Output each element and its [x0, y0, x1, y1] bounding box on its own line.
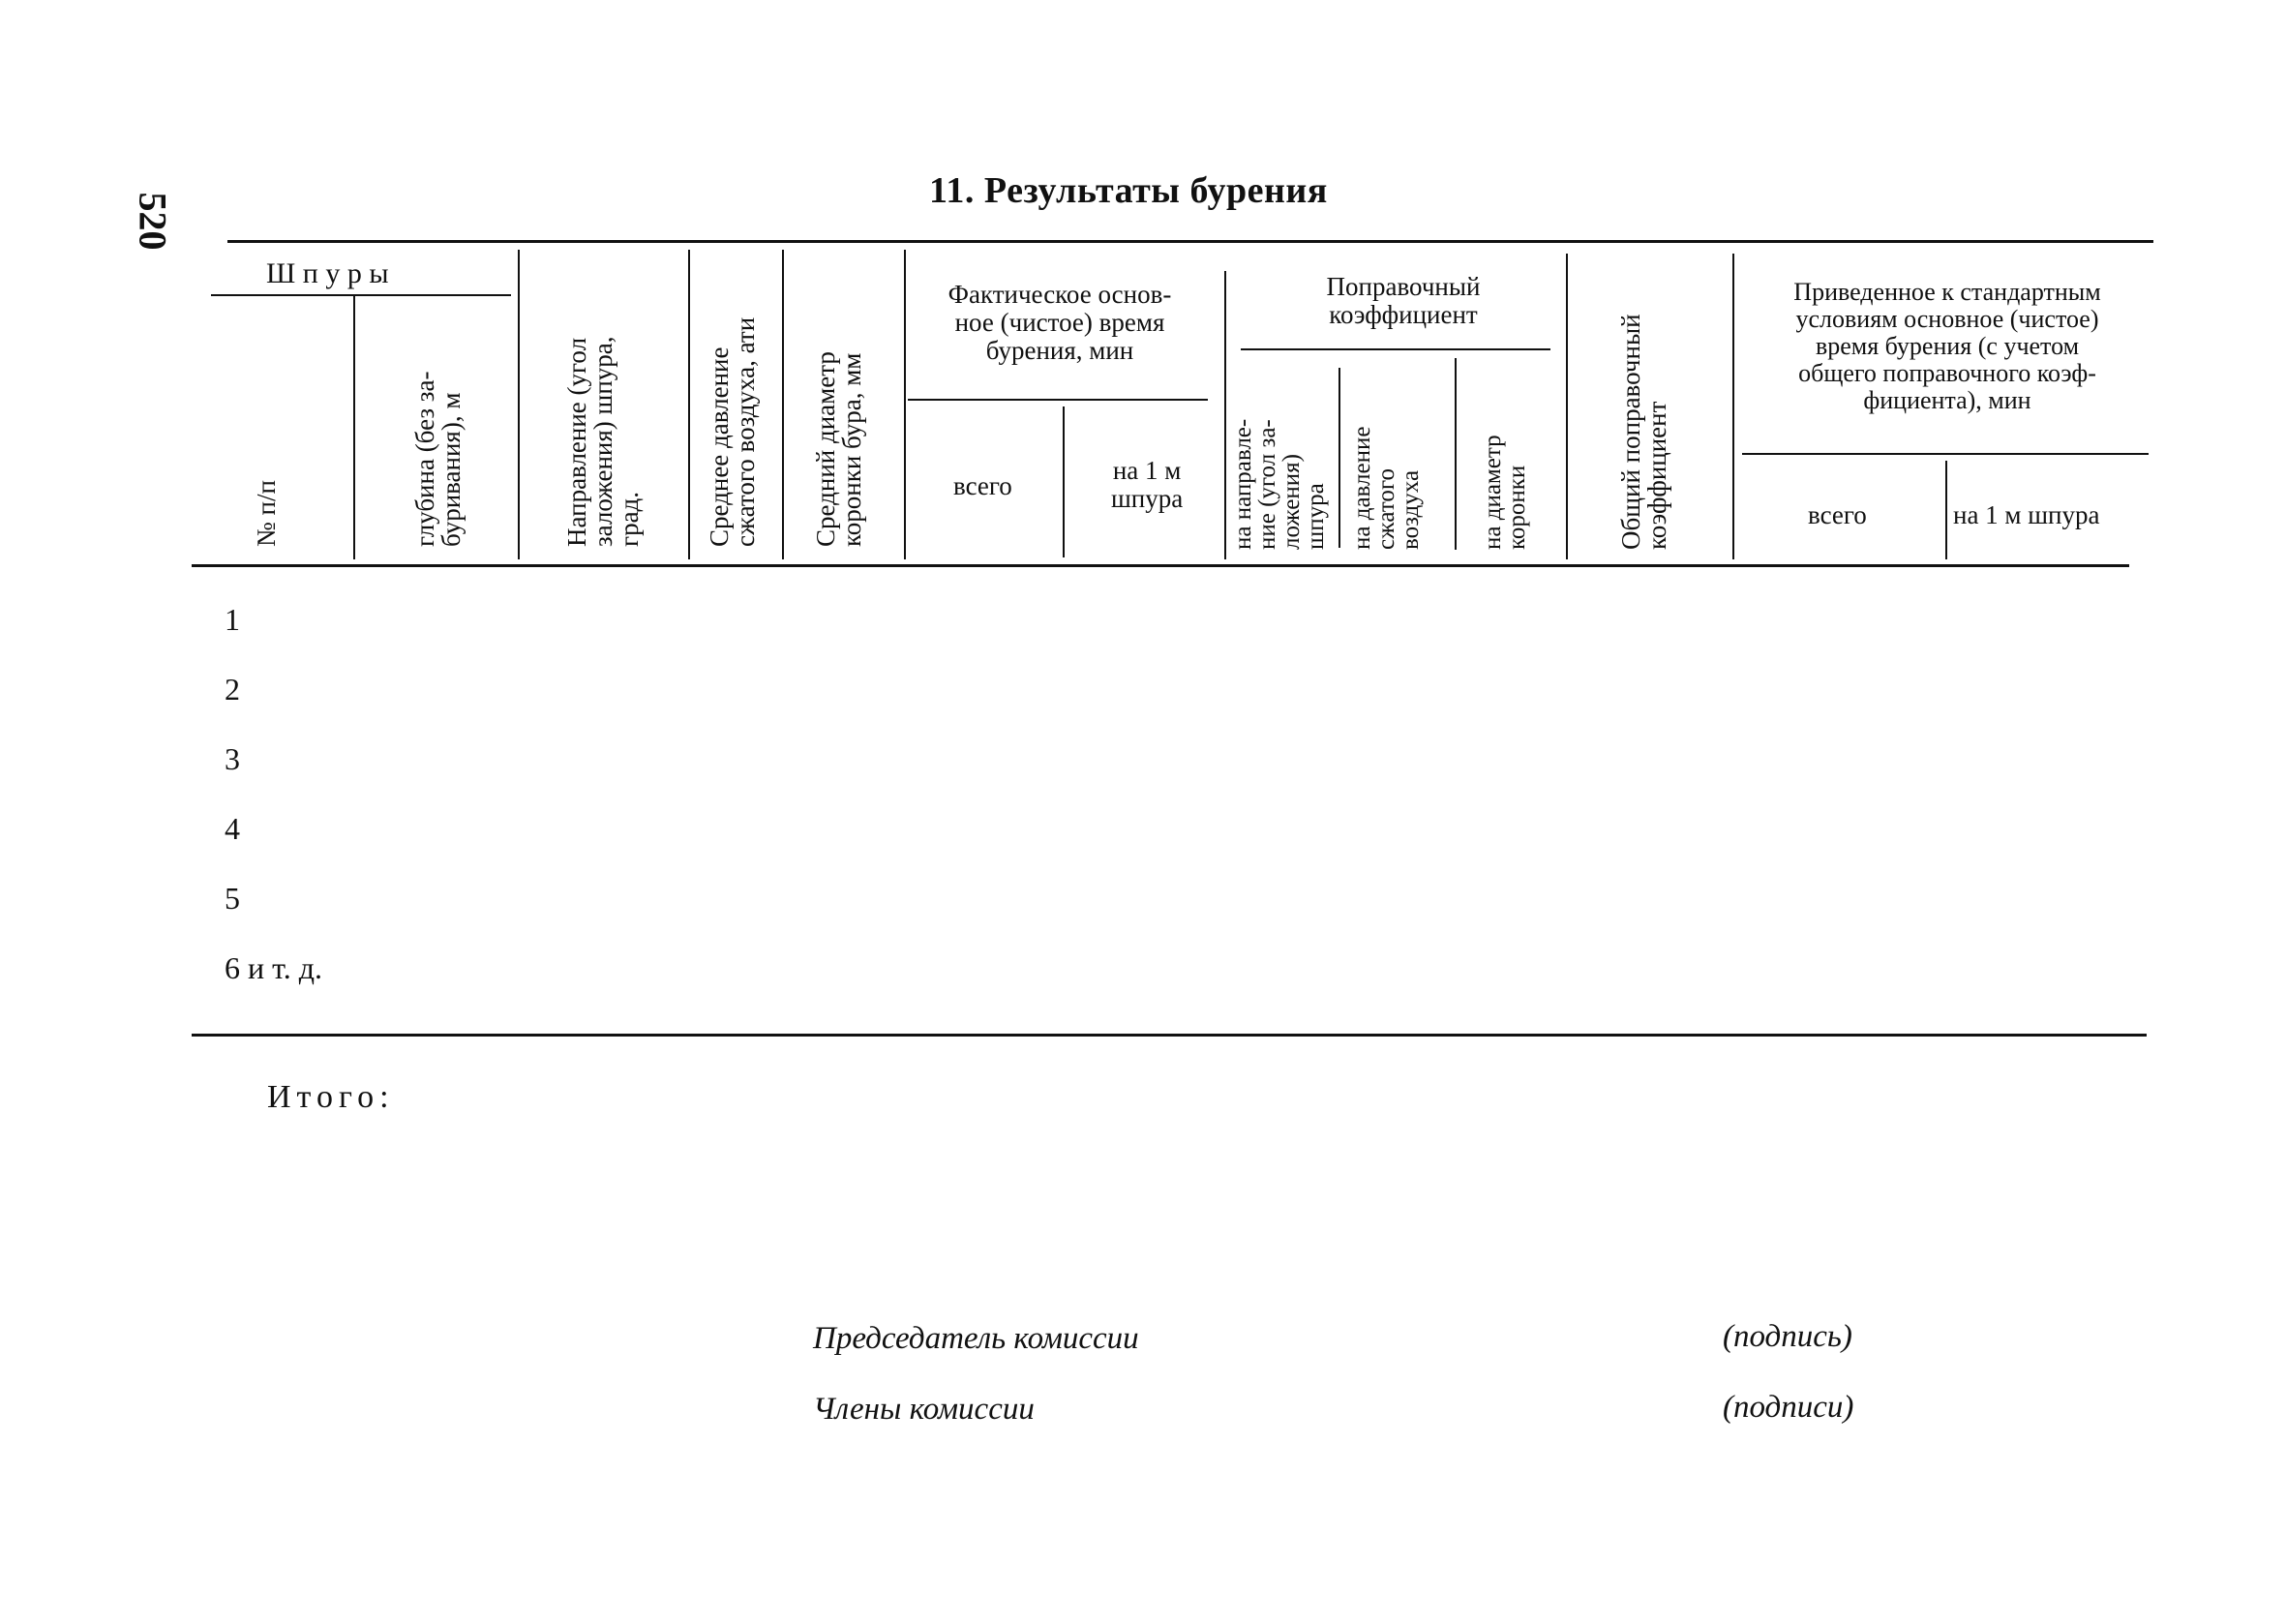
shpury-underline [211, 294, 511, 296]
reduced-per-m-label: на 1 м шпура [1953, 500, 2100, 529]
coef-diameter-header: на диаметр коронки [1480, 435, 1530, 550]
coef-subdivider-1 [1339, 368, 1340, 548]
divider-7 [1732, 254, 1734, 559]
chairman-signature-note: (подпись) [1723, 1319, 1852, 1354]
coef-subdivider-2 [1455, 358, 1457, 550]
table-row-4: 4 [225, 811, 240, 846]
fact-underline [908, 399, 1208, 401]
col-general-coef-header: Общий поправочный коэффициент [1616, 314, 1671, 550]
divider-4 [904, 250, 906, 559]
table-header-bottom-rule [192, 564, 2129, 567]
col-num-header: № п/п [252, 480, 281, 547]
members-signature-note: (подписи) [1723, 1390, 1854, 1425]
shpury-group-label: Ш п у р ы [266, 257, 389, 289]
divider-5 [1224, 271, 1226, 559]
table-row-2: 2 [225, 672, 240, 707]
fact-per-m-label: на 1 м шпура [1111, 456, 1184, 513]
table-bottom-rule [192, 1034, 2147, 1037]
table-row-3: 3 [225, 741, 240, 776]
col-pressure-header: Среднее давление сжатого воздуха, ати [705, 316, 760, 547]
col-depth-header: глубина (без за- буривания), м [410, 371, 466, 547]
divider-2 [688, 250, 690, 559]
total-label: Итого: [267, 1079, 395, 1115]
fact-total-label: всего [953, 471, 1012, 500]
members-label: Члены комиссии [813, 1392, 1035, 1427]
reduced-underline [1742, 453, 2149, 455]
table-row-5: 5 [225, 881, 240, 916]
fact-subdivider [1063, 406, 1065, 557]
table-top-rule [227, 240, 2153, 243]
coef-group-label: Поправочный коэффициент [1326, 272, 1481, 329]
fact-group-label: Фактическое основ- ное (чистое) время бурения, мин [947, 280, 1172, 365]
page-number: 520 [131, 192, 175, 251]
col-direction-header: Направление (угол заложения) шпура, град. [562, 336, 644, 547]
shpury-subdivider [353, 296, 355, 559]
page-title: 11. Результаты бурения [929, 170, 1328, 211]
reduced-group-label: Приведенное к стандартным условиям основное (чистое) время бурения (с учетом общего поправочного коэф- фициента), мин [1793, 278, 2101, 414]
chairman-label: Председатель комиссии [813, 1321, 1139, 1356]
table-row-6: 6 и т. д. [225, 950, 322, 985]
col-diameter-header: Средний диаметр коронки бура, мм [811, 351, 866, 547]
coef-underline [1241, 348, 1550, 350]
table-row-1: 1 [225, 602, 240, 637]
divider-1 [518, 250, 520, 559]
divider-6 [1566, 254, 1568, 559]
divider-3 [782, 250, 784, 559]
coef-pressure-header: на давление сжатого воздуха [1349, 426, 1424, 550]
coef-direction-header: на направле- ние (угол за- ложения) шпура [1230, 418, 1329, 550]
reduced-subdivider [1945, 461, 1947, 559]
reduced-total-label: всего [1808, 500, 1867, 529]
